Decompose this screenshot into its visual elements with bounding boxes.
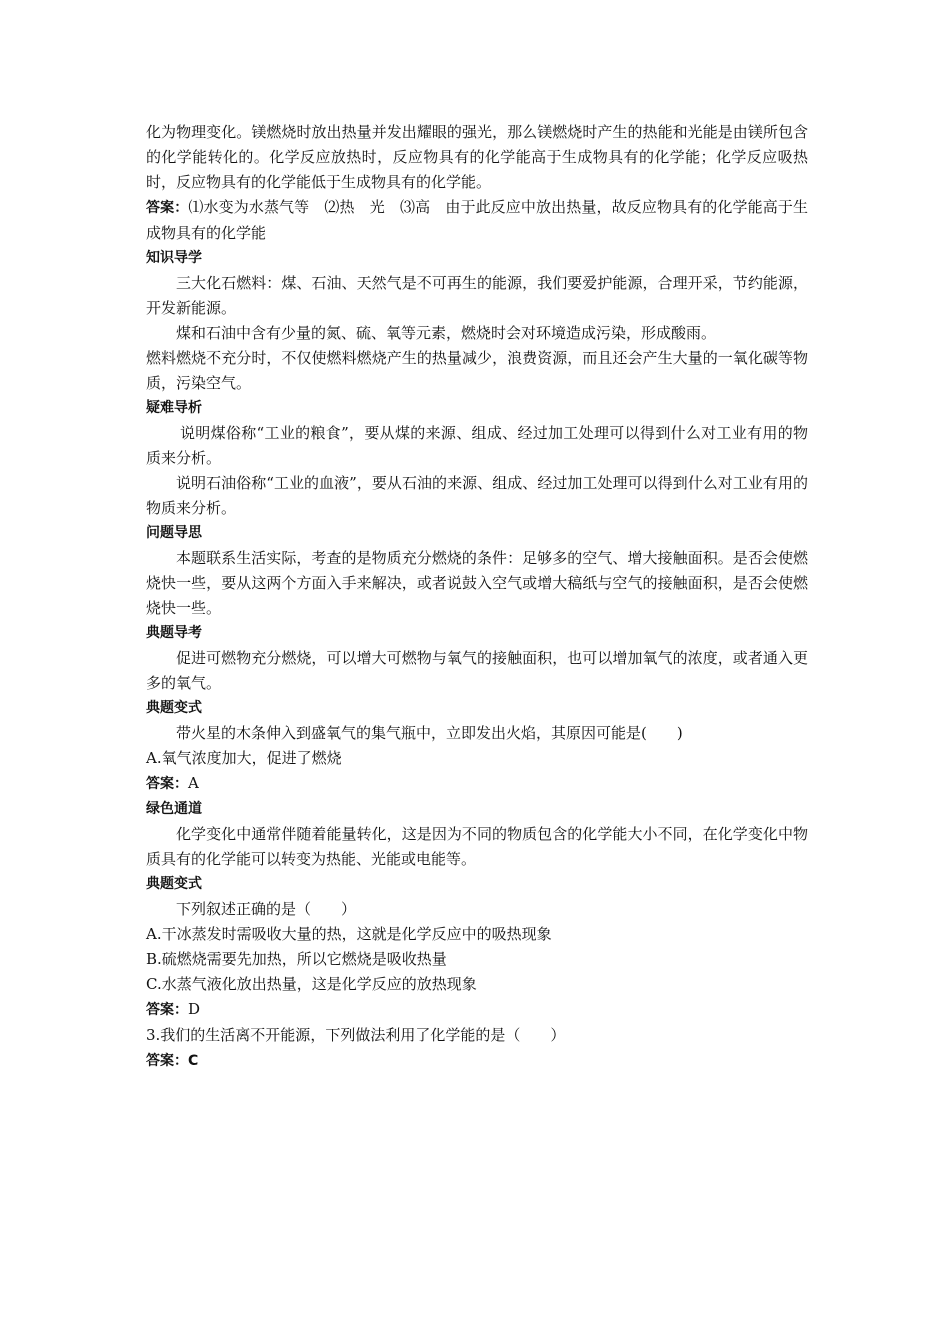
option-b: B.硫燃烧需要先加热，所以它燃烧是吸收热量 — [146, 950, 447, 968]
option-a: A.氧气浓度加大，促进了燃烧 — [146, 749, 342, 767]
paragraph-yinan-2: 说明石油俗称“工业的血液”，要从石油的来源、组成、经过加工处理可以得到什么对工业有用的物质来分析。 — [146, 474, 808, 517]
option-a: A.干冰蒸发时需吸收大量的热，这就是化学反应中的吸热现象 — [146, 925, 552, 943]
answer-3 — [146, 997, 808, 1023]
answer-text: ⑴水变为水蒸气等 ⑵热 光 ⑶高 由于此反应中放出热量，故反应物具有的化学能高于生成物具有的化学能 — [146, 198, 809, 242]
heading-yinan: 疑难导析 — [146, 400, 202, 416]
question-bianshi-1: 带火星的木条伸入到盛氧气的集气瓶中，立即发出火焰，其原因可能是( ) — [176, 724, 683, 742]
paragraph-zhishi-3: 燃料燃烧不充分时，不仅使燃料燃烧产生的热量减少，浪费资源，而且还会产生大量的一氧化碳等物质，污染空气。 — [146, 349, 808, 392]
question-bianshi-2: 下列叙述正确的是（ ） — [176, 900, 357, 918]
heading-bianshi-2: 典题变式 — [146, 876, 202, 892]
answer-text: A — [188, 774, 199, 792]
heading-bianshi-1: 典题变式 — [146, 700, 202, 716]
answer-text: D — [188, 1000, 201, 1018]
paragraph-yinan-1: 说明煤俗称“工业的粮食”，要从煤的来源、组成、经过加工处理可以得到什么对工业有用的物质来分析。 — [146, 424, 808, 467]
question-3: 3.我们的生活离不开能源，下列做法利用了化学能的是（ ） — [146, 1026, 566, 1044]
paragraph-zhishi-1: 三大化石燃料：煤、石油、天然气是不可再生的能源，我们要爱护能源，合理开采，节约能源，开发新能源。 — [146, 274, 808, 317]
heading-lvse: 绿色通道 — [146, 801, 202, 817]
answer-label: 答案： — [146, 1002, 188, 1018]
paragraph-zhishi-2: 煤和石油中含有少量的氮、硫、氧等元素，燃烧时会对环境造成污染，形成酸雨。 — [176, 324, 717, 342]
paragraph-intro: 化为物理变化。镁燃烧时放出热量并发出耀眼的强光，那么镁燃烧时产生的热能和光能是由镁所包含的化学能转化的。化学反应放热时，反应物具有的化学能高于生成物具有的化学能；化学反应吸热时，反应物具有的化学能低于生成物具有的化学能。 — [146, 123, 808, 191]
answer-label: 答案： — [146, 776, 188, 792]
option-c: C.水蒸气液化放出热量，这是化学反应的放热现象 — [146, 975, 477, 993]
document-page — [146, 120, 808, 1074]
answer-label: 答案： — [146, 1053, 188, 1069]
paragraph-wenti-1: 本题联系生活实际，考查的是物质充分燃烧的条件：足够多的空气、增大接触面积。是否会使燃烧快一些，要从这两个方面入手来解决，或者说鼓入空气或增大稿纸与空气的接触面积，是否会使燃烧快一些。 — [146, 549, 808, 617]
heading-wenti: 问题导思 — [146, 525, 202, 541]
paragraph-lvse-1: 化学变化中通常伴随着能量转化，这是因为不同的物质包含的化学能大小不同，在化学变化中物质具有的化学能可以转变为热能、光能或电能等。 — [146, 825, 808, 868]
answer-4 — [146, 1048, 808, 1074]
answer-label: 答案： — [146, 200, 189, 216]
heading-zhishi: 知识导学 — [146, 250, 202, 266]
paragraph-dianti-1: 促进可燃物充分燃烧，可以增大可燃物与氧气的接触面积，也可以增加氧气的浓度，或者通入更多的氧气。 — [146, 649, 808, 692]
answer-text: C — [188, 1053, 199, 1069]
heading-dianti: 典题导考 — [146, 625, 202, 641]
answer-2 — [146, 771, 808, 797]
answer-1 — [146, 195, 808, 246]
